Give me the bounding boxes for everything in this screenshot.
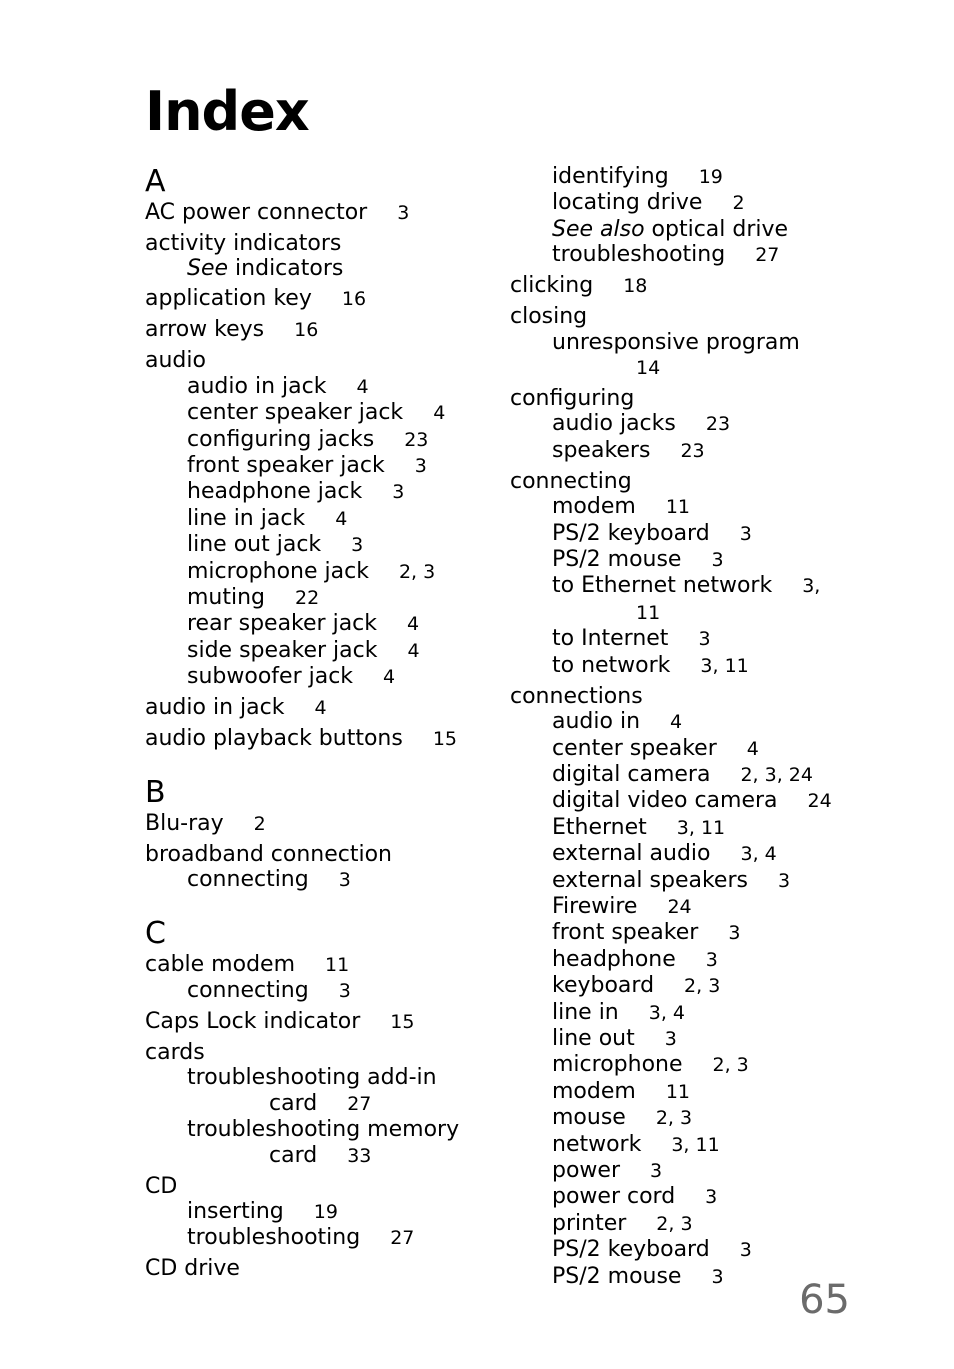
entry-term: Blu-ray: [145, 810, 224, 836]
entry-pages: 3: [414, 455, 427, 478]
index-column-right: [510, 164, 870, 1290]
index-entry: [145, 842, 495, 867]
index-entry: [145, 1174, 495, 1199]
index-subentry: [510, 411, 870, 437]
index-entry: [145, 348, 495, 373]
index-subentry: [145, 427, 495, 453]
page-title: Index: [145, 80, 309, 143]
entry-pages: 2, 3, 24: [740, 763, 813, 786]
entry-term: PS/2 mouse: [552, 547, 682, 573]
index-subentry: [510, 947, 870, 973]
entry-pages: 4: [407, 639, 420, 662]
index-subentry: [510, 894, 870, 920]
entry-pages: 3: [705, 948, 718, 971]
entry-term: connecting: [187, 867, 309, 893]
index-subentry: [510, 868, 870, 894]
entry-term: connecting: [510, 468, 632, 494]
entry-pages: 11: [325, 953, 350, 976]
entry-pages: 2: [732, 192, 745, 215]
entry-term: rear speaker jack: [187, 611, 378, 637]
entry-pages: 15: [432, 728, 458, 751]
entry-term: AC power connector: [145, 200, 368, 225]
index-subentry: [145, 1065, 495, 1090]
entry-term: power: [552, 1158, 620, 1183]
index-entry: [145, 231, 495, 256]
entry-pages: 3: [351, 534, 364, 557]
entry-pages: 4: [314, 697, 327, 720]
entry-term: application key: [145, 286, 312, 312]
entry-term: speakers: [552, 437, 651, 463]
entry-pages: 24: [807, 790, 832, 813]
entry-term: troubleshooting: [187, 1225, 361, 1251]
entry-term: line out jack: [187, 532, 322, 558]
entry-pages: 3: [664, 1027, 677, 1050]
index-subentry: [510, 626, 870, 652]
entry-term: CD: [145, 1173, 178, 1199]
entry-term: mouse: [552, 1105, 626, 1131]
index-subentry-continued: [510, 355, 870, 381]
entry-term: digital video camera: [552, 788, 778, 814]
entry-pages: 3: [698, 628, 711, 651]
index-subentry: [510, 494, 870, 520]
index-subentry: [145, 1117, 495, 1142]
index-subentry: [510, 1026, 870, 1052]
section-letter-b: B: [145, 774, 166, 810]
index-subentry: [145, 532, 495, 558]
entry-term: CD drive: [145, 1256, 240, 1282]
entry-term: line out: [552, 1025, 635, 1051]
entry-pages: 23: [404, 428, 429, 451]
index-entry: [145, 1040, 495, 1065]
entry-term: connecting: [187, 977, 309, 1003]
entry-term: front speaker: [552, 920, 699, 946]
entry-pages: 23: [705, 413, 731, 436]
index-entry: [145, 1256, 495, 1281]
index-subentry: [510, 1000, 870, 1026]
index-subentry: [510, 164, 870, 190]
entry-pages: 3: [338, 979, 351, 1002]
entry-term: card: [269, 1142, 318, 1168]
entry-pages: 2: [253, 812, 266, 835]
entry-pages: 2, 3: [655, 1107, 693, 1130]
entry-pages: 14: [636, 357, 661, 380]
entry-pages: 11: [665, 496, 691, 519]
index-subentry: [510, 973, 870, 999]
entry-pages: 3, 4: [740, 843, 777, 866]
page-number: 65: [799, 1277, 850, 1323]
entry-term: digital camera: [552, 761, 711, 787]
index-subentry: [510, 521, 870, 547]
index-subentry: [510, 547, 870, 573]
entry-pages: 27: [347, 1092, 372, 1115]
index-subentry: [510, 1158, 870, 1184]
index-subentry-continued: [145, 1143, 495, 1169]
entry-term: modem: [552, 1078, 636, 1104]
index-subentry: [510, 1184, 870, 1210]
index-subentry: [145, 453, 495, 479]
index-subentry: [145, 638, 495, 664]
entry-pages: 2, 3: [712, 1054, 749, 1077]
entry-pages: 3: [739, 522, 752, 545]
index-entry: [510, 304, 870, 329]
entry-term: connections: [510, 683, 643, 709]
entry-pages: 33: [347, 1144, 372, 1167]
entry-term: power cord: [552, 1184, 676, 1210]
index-subentry: [145, 611, 495, 637]
index-subentry: [510, 573, 870, 599]
entry-pages: 4: [356, 375, 369, 398]
index-subentry: [145, 664, 495, 690]
index-subentry: [510, 242, 870, 268]
index-subentry: [510, 653, 870, 679]
entry-pages: 3,: [802, 575, 821, 598]
entry-pages: 11: [636, 601, 661, 624]
entry-pages: 3, 11: [700, 654, 749, 677]
index-entry: [145, 1009, 495, 1035]
entry-pages: 2, 3: [684, 975, 721, 998]
entry-term: keyboard: [552, 973, 655, 999]
entry-pages: 3: [705, 1186, 718, 1209]
entry-pages: 3: [777, 869, 791, 892]
entry-term: to Ethernet network: [552, 573, 773, 599]
index-entry: [510, 684, 870, 709]
entry-term: audio jacks: [552, 411, 676, 437]
entry-pages: 4: [670, 711, 683, 734]
see-target: optical drive: [651, 216, 789, 242]
index-entry: [145, 695, 495, 721]
entry-pages: 4: [335, 507, 348, 530]
index-subentry: [510, 788, 870, 814]
index-entry: [510, 469, 870, 494]
entry-term: troubleshooting add-in: [187, 1065, 437, 1091]
entry-term: arrow keys: [145, 317, 265, 343]
entry-pages: 3: [397, 202, 410, 224]
see-reference: [145, 256, 495, 281]
entry-term: configuring jacks: [187, 426, 375, 452]
entry-term: troubleshooting: [552, 242, 726, 268]
index-subentry: [510, 709, 870, 735]
entry-term: audio in jack: [187, 373, 327, 399]
entry-term: locating drive: [552, 190, 703, 216]
index-entry: [145, 726, 495, 752]
index-entry: [145, 952, 495, 978]
entry-term: Ethernet: [552, 814, 647, 840]
entry-term: card: [269, 1090, 318, 1116]
entry-term: audio playback buttons: [145, 726, 403, 752]
index-entry: [145, 286, 495, 312]
index-subentry-continued: [145, 1091, 495, 1117]
index-subentry: [145, 506, 495, 532]
entry-term: inserting: [187, 1198, 284, 1224]
entry-pages: 19: [698, 166, 723, 188]
entry-pages: 27: [390, 1227, 415, 1250]
entry-pages: 11: [665, 1080, 691, 1103]
entry-pages: 3, 11: [671, 1133, 720, 1156]
entry-term: unresponsive program: [552, 329, 800, 355]
index-subentry: [510, 736, 870, 762]
entry-pages: 4: [433, 402, 446, 425]
see-target: indicators: [235, 256, 344, 282]
index-subentry: [145, 400, 495, 426]
entry-pages: 15: [390, 1010, 415, 1033]
entry-term: PS/2 mouse: [552, 1263, 682, 1289]
index-entry: [145, 200, 495, 226]
entry-term: line in jack: [187, 505, 306, 531]
entry-term: configuring: [510, 386, 635, 412]
entry-pages: 18: [623, 275, 648, 298]
entry-term: to Internet: [552, 626, 669, 652]
entry-term: clicking: [510, 273, 594, 299]
entry-term: external audio: [552, 841, 711, 867]
index-subentry: [510, 1211, 870, 1237]
index-subentry: [510, 1052, 870, 1078]
entry-term: muting: [187, 585, 266, 611]
index-subentry: [145, 559, 495, 585]
entry-pages: 4: [383, 666, 396, 689]
index-entry: [510, 273, 870, 299]
index-column-left: [145, 164, 495, 1282]
index-subentry: [510, 1079, 870, 1105]
entry-pages: 3: [711, 549, 724, 572]
index-subentry: [510, 190, 870, 216]
entry-term: modem: [552, 494, 636, 520]
entry-term: headphone jack: [187, 479, 363, 505]
entry-pages: 16: [294, 319, 319, 342]
entry-term: Caps Lock indicator: [145, 1008, 361, 1034]
entry-term: center speaker jack: [187, 400, 404, 426]
entry-pages: 16: [341, 288, 367, 311]
index-subentry: [510, 841, 870, 867]
entry-term: front speaker jack: [187, 453, 385, 479]
index-entry: [145, 317, 495, 343]
entry-pages: 3: [338, 869, 351, 892]
section-letter-a: A: [145, 164, 166, 199]
entry-pages: 3: [650, 1160, 663, 1182]
index-subentry: [510, 1237, 870, 1263]
see-also-reference: [510, 217, 870, 242]
index-subentry: [510, 815, 870, 841]
entry-term: cable modem: [145, 951, 296, 977]
index-entry: [510, 386, 870, 411]
entry-term: Firewire: [552, 893, 638, 919]
entry-term: identifying: [552, 164, 669, 189]
entry-pages: 4: [746, 737, 759, 760]
entry-term: subwoofer jack: [187, 664, 354, 690]
entry-term: network: [552, 1131, 642, 1157]
see-label: See: [187, 256, 229, 282]
entry-term: cards: [145, 1039, 205, 1065]
entry-pages: 3: [711, 1265, 724, 1288]
index-subentry: [145, 374, 495, 400]
entry-term: printer: [552, 1210, 627, 1236]
entry-term: PS/2 keyboard: [552, 1237, 710, 1263]
entry-term: microphone jack: [187, 558, 369, 584]
entry-term: PS/2 keyboard: [552, 520, 710, 546]
index-subentry-continued: [510, 600, 870, 626]
entry-term: troubleshooting memory: [187, 1117, 460, 1143]
index-subentry: [510, 1105, 870, 1131]
entry-pages: 3, 4: [648, 1001, 686, 1024]
index-subentry: [145, 978, 495, 1004]
entry-pages: 27: [755, 244, 780, 267]
index-subentry: [145, 1225, 495, 1251]
entry-term: audio in: [552, 709, 641, 735]
index-subentry: [145, 867, 495, 893]
index-subentry: [510, 438, 870, 464]
index-subentry: [510, 330, 870, 355]
section-letter-c: C: [145, 915, 166, 951]
entry-term: microphone: [552, 1052, 683, 1078]
entry-pages: 3: [739, 1239, 752, 1262]
entry-term: side speaker jack: [187, 637, 378, 663]
index-subentry: [145, 585, 495, 611]
entry-term: to network: [552, 652, 671, 678]
index-subentry: [510, 920, 870, 946]
entry-term: activity indicators: [145, 231, 342, 256]
entry-term: audio in jack: [145, 695, 285, 721]
entry-term: headphone: [552, 946, 676, 972]
index-subentry: [510, 762, 870, 788]
entry-pages: 2, 3: [398, 560, 436, 583]
entry-pages: 3: [392, 481, 405, 504]
entry-pages: 19: [313, 1200, 338, 1223]
entry-pages: 23: [680, 439, 705, 462]
index-subentry: [145, 479, 495, 505]
entry-pages: 3: [728, 922, 741, 945]
entry-term: audio: [145, 348, 206, 374]
entry-term: line in: [552, 999, 619, 1025]
entry-term: broadband connection: [145, 841, 392, 867]
entry-term: external speakers: [552, 867, 748, 893]
index-entry: [145, 811, 495, 837]
entry-pages: 22: [295, 587, 320, 610]
entry-pages: 24: [667, 895, 692, 918]
entry-term: closing: [510, 304, 588, 330]
entry-pages: 2, 3: [656, 1212, 693, 1235]
entry-pages: 3, 11: [676, 816, 726, 839]
entry-pages: 4: [407, 613, 420, 636]
index-subentry: [510, 1132, 870, 1158]
entry-term: center speaker: [552, 735, 717, 761]
index-subentry: [145, 1199, 495, 1225]
see-also-label: See also: [552, 216, 645, 242]
